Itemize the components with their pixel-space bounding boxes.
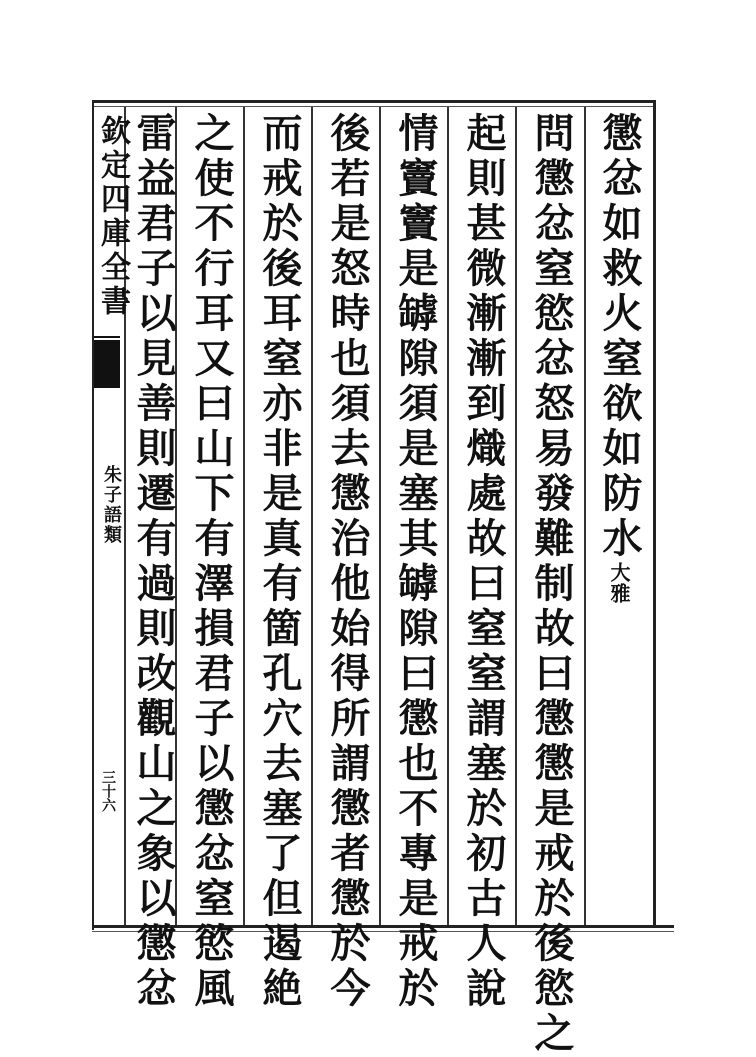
frame-right-border xyxy=(653,100,656,928)
page-number: 三十六 xyxy=(100,770,116,812)
text-column-4 xyxy=(391,112,439,1012)
column-note: 大雅 xyxy=(607,562,631,604)
text-column-2 xyxy=(527,112,575,1057)
text-column-3 xyxy=(459,112,507,1012)
column-text: 雷益君子以見善則遷有過則改觀山之象以懲忿 xyxy=(130,112,177,1012)
column-text: 問懲忿窒慾忿怒易發難制故曰懲懲是戒於後慾之 xyxy=(528,112,575,1057)
frame-top-border xyxy=(92,100,656,103)
column-text: 起則甚微漸漸到熾處故曰窒窒謂塞於初古人說 xyxy=(460,112,507,1012)
text-column-8 xyxy=(129,112,177,1012)
text-column-6 xyxy=(255,112,303,1012)
collection-title: 欽定四庫全書 xyxy=(95,115,130,319)
column-rule xyxy=(243,107,245,925)
fishtail-mark xyxy=(94,340,120,388)
frame-bottom-inner-border xyxy=(92,931,674,932)
column-text: 情竇竇是罅隙須是塞其罅隙曰懲也不專是戒於 xyxy=(392,112,439,1012)
column-text: 懲忿如救火窒欲如防水 xyxy=(596,112,643,562)
book-name: 朱子語類 xyxy=(101,465,122,545)
column-rule xyxy=(584,107,586,925)
text-column-7 xyxy=(187,112,235,1012)
text-column-5 xyxy=(323,112,371,1012)
column-text: 之使不行耳又曰山下有澤損君子以懲忿窒慾風 xyxy=(188,112,235,1012)
frame-bottom-border xyxy=(92,925,674,928)
column-text: 後若是怒時也須去懲治他始得所謂懲者懲於今 xyxy=(324,112,371,1012)
fishtail-line xyxy=(94,336,120,338)
column-rule xyxy=(515,107,517,925)
text-column-1 xyxy=(595,112,643,604)
column-rule xyxy=(379,107,381,925)
column-rule xyxy=(447,107,449,925)
column-rule xyxy=(311,107,313,925)
column-text: 而戒於後耳窒亦非是真有箇孔穴去塞了但遏絶 xyxy=(256,112,303,1012)
